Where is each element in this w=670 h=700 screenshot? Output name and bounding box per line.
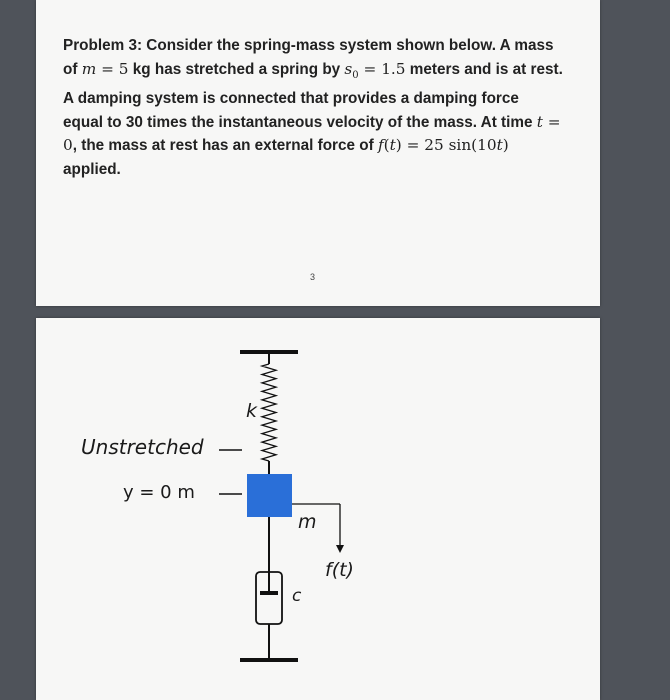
spring-label-k: k: [246, 400, 258, 422]
page-number: 3: [310, 272, 316, 282]
force-label: f(t): [325, 559, 354, 581]
mass-label: m: [298, 511, 317, 533]
force-arrowhead: [336, 545, 344, 553]
equilibrium-label: y = 0 m: [123, 482, 195, 503]
mass-block: [247, 474, 292, 517]
problem-heading: Problem 3:: [63, 37, 143, 54]
figure-page: [36, 318, 600, 700]
problem-text: Problem 3: Consider the spring-mass system shown below. A mass of m = 5 kg has stretched a spring by $s_0 = 1.5$ meters and is at rest. A damping system is connected that provides a damping force equal to 30 times the instantaneous velocity of the mass. At time t = 0, the mass at rest has an external force of f(t) = 25 sin(10t) applied.: [63, 37, 563, 178]
problem-page: [36, 0, 600, 306]
spring-mass-diagram: [36, 318, 600, 700]
unstretched-label: Unstretched: [81, 435, 204, 459]
spring-coil: [262, 364, 276, 461]
damper-label-c: c: [292, 586, 302, 606]
